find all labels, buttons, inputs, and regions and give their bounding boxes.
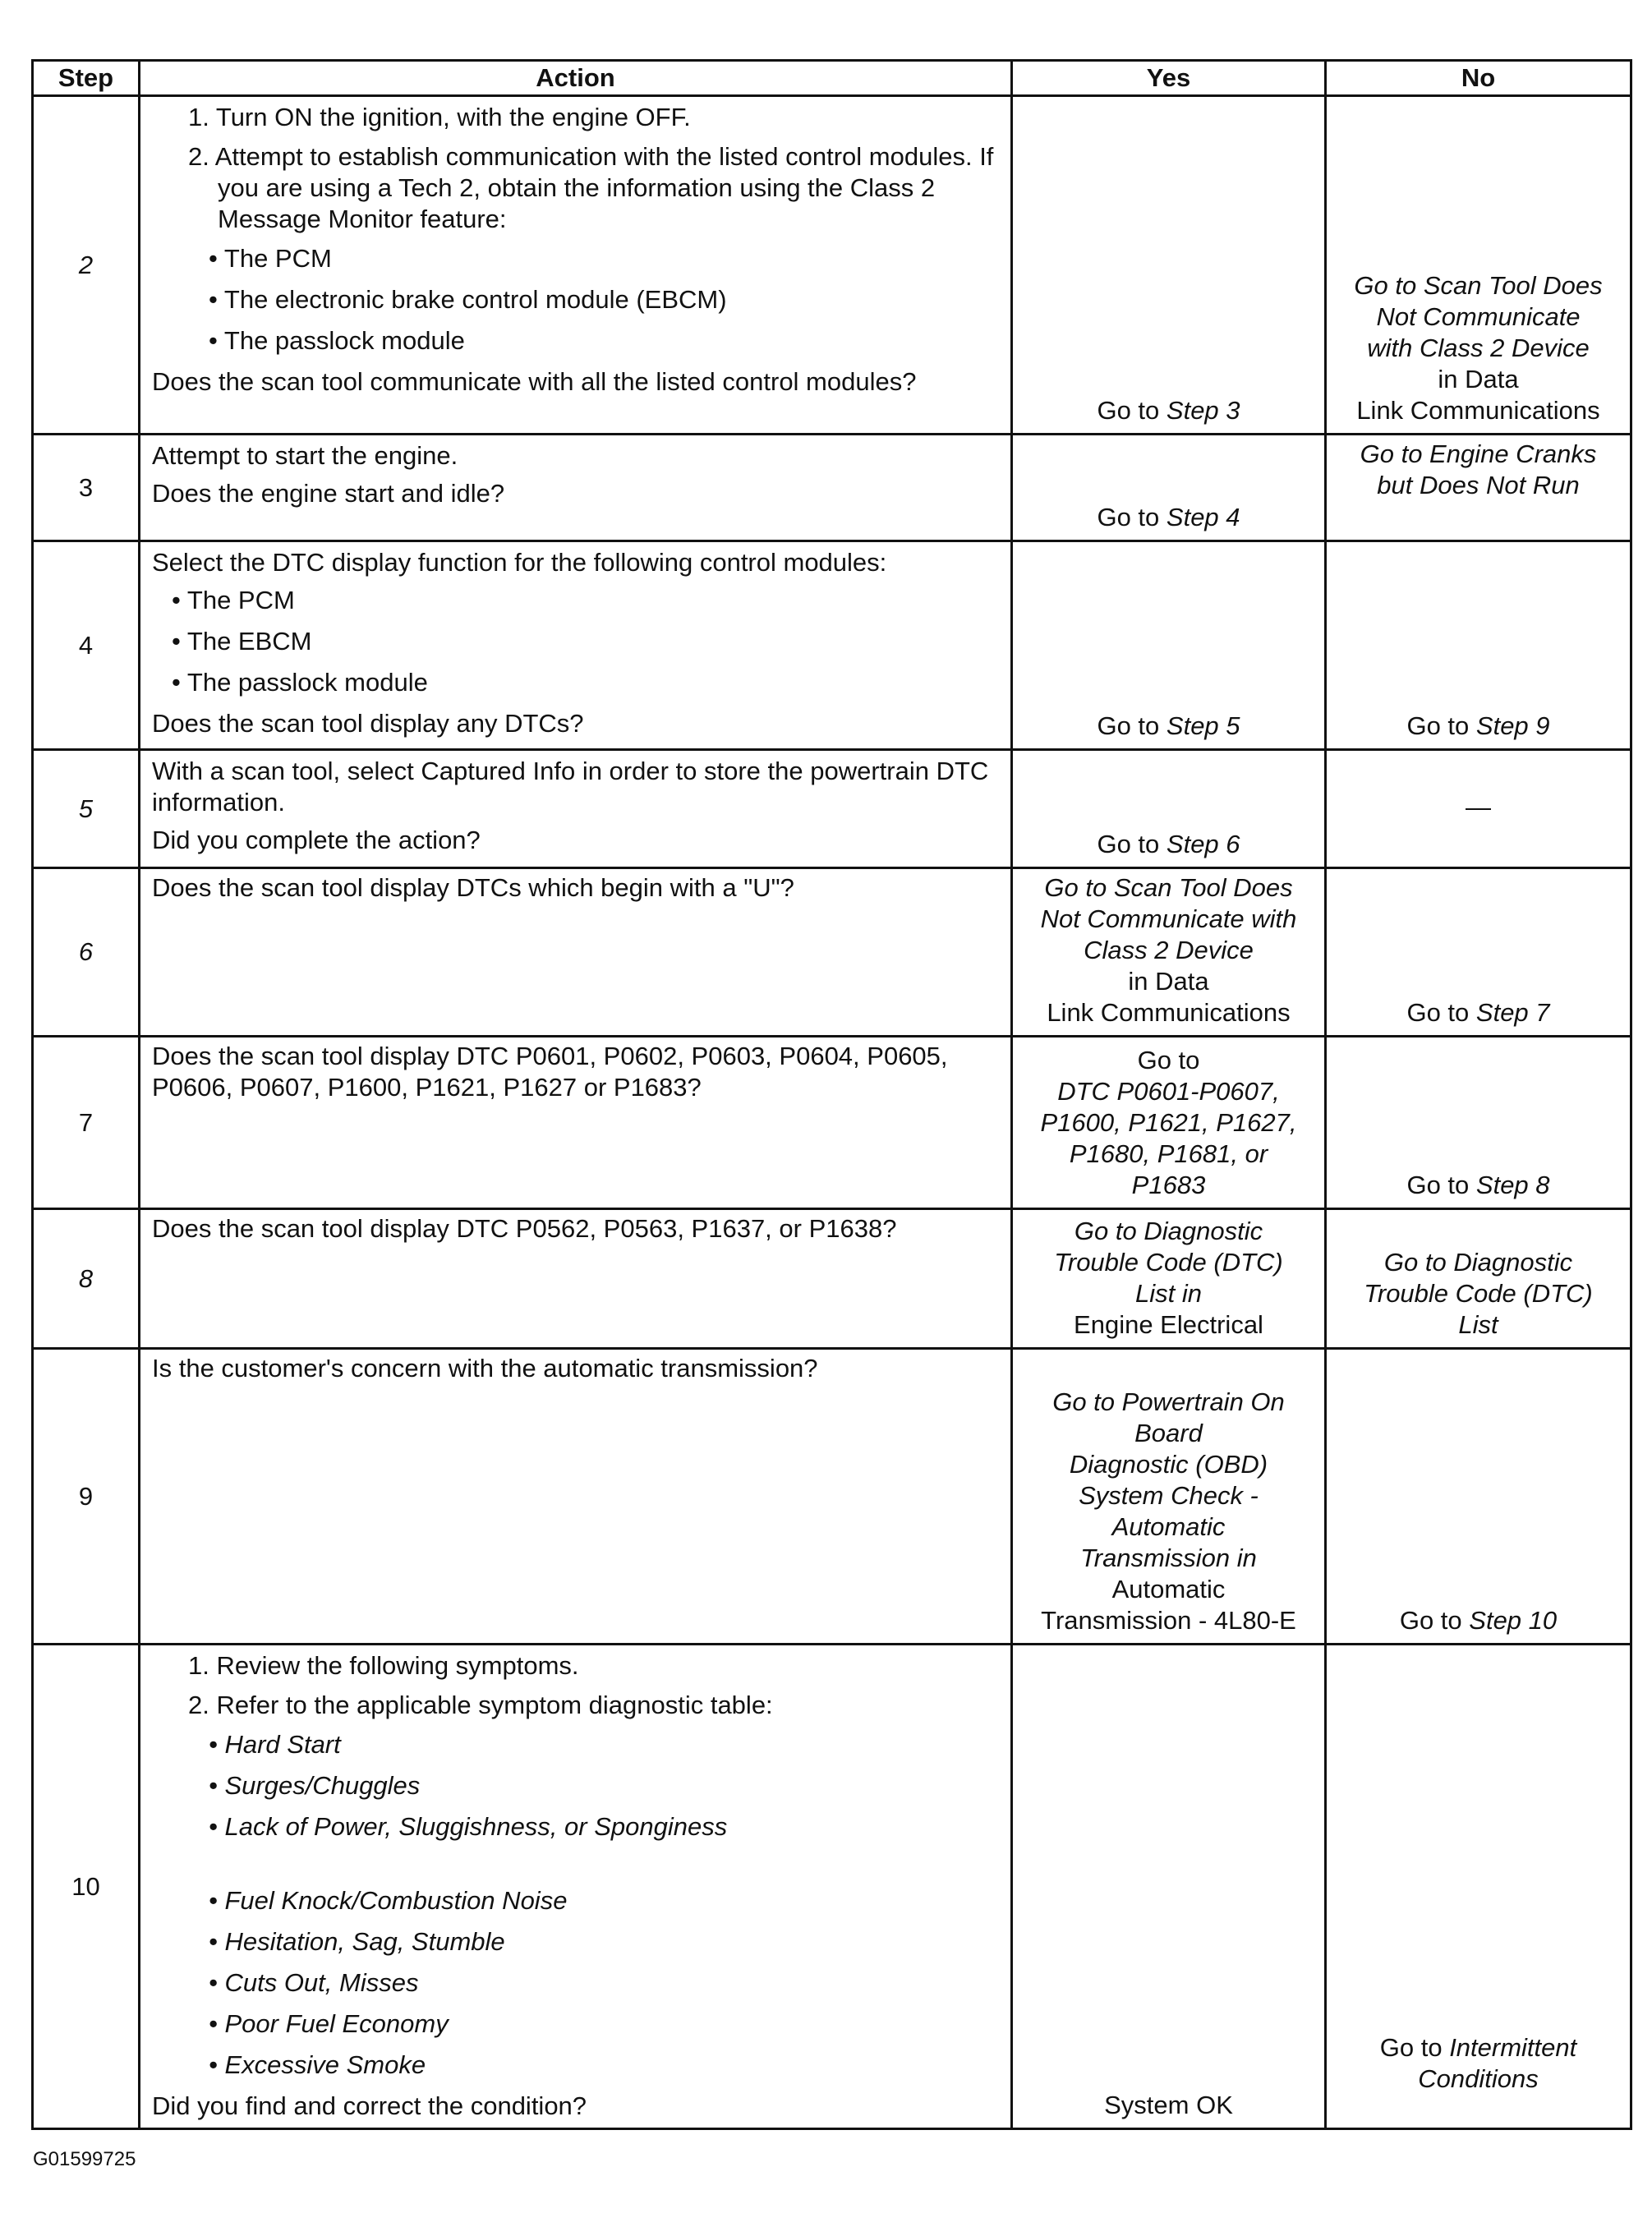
bullet-item: • Fuel Knock/Combustion Noise (209, 1886, 568, 1915)
question-text: Does the scan tool display DTCs which begin with a "U"? (152, 873, 794, 902)
yes-cell: Go to Step 3 (1012, 96, 1326, 435)
bullet-item: • The PCM (172, 586, 295, 614)
action-cell (140, 1037, 1012, 1209)
bullet-item: • Hard Start (209, 1730, 341, 1759)
header-action: Action (140, 61, 1012, 96)
action-cell (140, 868, 1012, 1037)
diagnostic-table (31, 59, 1632, 2130)
table-row (33, 1645, 1631, 2129)
yes-cell: Go to Step 5 (1012, 541, 1326, 750)
step-number: 2 (33, 96, 140, 435)
bullet-item: • Lack of Power, Sluggishness, or Sponginess (209, 1812, 728, 1841)
bullet-item: • Surges/Chuggles (209, 1771, 421, 1800)
step-number: 9 (33, 1349, 140, 1645)
question-text: Is the customer's concern with the automatic transmission? (152, 1354, 818, 1383)
step-number: 4 (33, 541, 140, 750)
question-text: Does the scan tool communicate with all the listed control modules? (152, 367, 917, 396)
no-cell: Go to Intermittent Conditions (1326, 1645, 1631, 2129)
table-row (33, 96, 1631, 435)
step-number: 3 (33, 435, 140, 541)
step-link[interactable]: Step 9 (1475, 711, 1550, 740)
question-text: Did you complete the action? (152, 826, 481, 854)
step-number: 6 (33, 868, 140, 1037)
bullet-item: • Poor Fuel Economy (209, 2009, 449, 2038)
bullet-item: • The electronic brake control module (EBCM) (209, 285, 727, 314)
numbered-item: 2. Attempt to establish communication with the listed control modules. If you are using a Tech 2, obtain the information using the Class 2 Message Monitor feature: (188, 142, 994, 233)
question-text: Does the scan tool display DTC P0601, P0602, P0603, P0604, P0605, P0606, P0607, P1600, P1621, P1627 or P1683? (152, 1042, 948, 1102)
bullet-item: • Cuts Out, Misses (209, 1968, 419, 1997)
step-number: 8 (33, 1209, 140, 1349)
yes-cell: Go to Scan Tool Does Not Communicate with Class 2 Device in Data Link Communications (1012, 868, 1326, 1037)
no-cell: Go to Engine Cranks but Does Not Run (1326, 435, 1631, 541)
question-text: Does the scan tool display any DTCs? (152, 709, 584, 738)
numbered-item: 2. Refer to the applicable symptom diagnostic table: (188, 1691, 773, 1719)
no-cell: — (1326, 750, 1631, 868)
step-link[interactable]: Step 6 (1166, 830, 1240, 858)
table-row (33, 1349, 1631, 1645)
step-number: 10 (33, 1645, 140, 2129)
step-link[interactable]: Step 3 (1166, 396, 1240, 425)
question-text: Does the engine start and idle? (152, 479, 505, 508)
yes-cell: Go to Diagnostic Trouble Code (DTC) List in Engine Electrical (1012, 1209, 1326, 1349)
yes-cell: Go to Step 6 (1012, 750, 1326, 868)
step-link[interactable]: Step 4 (1166, 503, 1240, 531)
numbered-item: 1. Review the following symptoms. (188, 1651, 579, 1680)
table-row (33, 868, 1631, 1037)
table-row (33, 1209, 1631, 1349)
step-link[interactable]: Step 10 (1469, 1606, 1558, 1635)
bullet-item: • The passlock module (209, 326, 465, 355)
action-cell (140, 1645, 1012, 2129)
step-link[interactable]: Step 7 (1475, 998, 1550, 1027)
figure-id: G01599725 (33, 2148, 136, 2170)
yes-cell: Go to Powertrain On Board Diagnostic (OBD) System Check - Automatic Transmission in Automatic Transmission - 4L80-E (1012, 1349, 1326, 1645)
header-row (33, 61, 1631, 96)
action-cell: With a scan tool, select Captured Info in order to store the powertrain DTC information. Did you complete the action? (140, 750, 1012, 868)
no-cell: Go to Step 10 (1326, 1349, 1631, 1645)
yes-cell: System OK (1012, 1645, 1326, 2129)
table-row (33, 435, 1631, 541)
step-link[interactable]: Step 8 (1475, 1171, 1550, 1199)
action-cell (140, 1349, 1012, 1645)
step-link[interactable]: Step 5 (1166, 711, 1240, 740)
step-number: 5 (33, 750, 140, 868)
yes-cell: Go to Step 4 (1012, 435, 1326, 541)
bullet-item: • The PCM (209, 244, 332, 273)
action-cell: Select the DTC display function for the following control modules: • The PCM • The EBCM • The passlock module Does the scan tool display any DTCs? (140, 541, 1012, 750)
question-text: Did you find and correct the condition? (152, 2091, 587, 2120)
question-text: Does the scan tool display DTC P0562, P0563, P1637, or P1638? (152, 1214, 897, 1243)
step-link[interactable]: Intermittent (1449, 2033, 1577, 2062)
no-cell: Go to Diagnostic Trouble Code (DTC) List (1326, 1209, 1631, 1349)
header-step: Step (33, 61, 140, 96)
numbered-item: 1. Turn ON the ignition, with the engine OFF. (188, 103, 691, 131)
bullet-item: • Excessive Smoke (209, 2050, 426, 2079)
header-yes: Yes (1012, 61, 1326, 96)
bullet-item: • Hesitation, Sag, Stumble (209, 1927, 505, 1956)
spacer (152, 1852, 999, 1882)
bullet-item: • The EBCM (172, 627, 312, 656)
yes-cell: Go to DTC P0601-P0607, P1600, P1621, P1627, P1680, P1681, or P1683 (1012, 1037, 1326, 1209)
table-row (33, 1037, 1631, 1209)
bullet-item: • The passlock module (172, 668, 428, 697)
step-number: 7 (33, 1037, 140, 1209)
action-cell (140, 1209, 1012, 1349)
no-cell: Go to Scan Tool Does Not Communicate with Class 2 Device in Data Link Communications (1326, 96, 1631, 435)
header-no: No (1326, 61, 1631, 96)
no-cell: Go to Step 8 (1326, 1037, 1631, 1209)
action-cell: Attempt to start the engine. Does the engine start and idle? (140, 435, 1012, 541)
action-cell (140, 96, 1012, 435)
no-cell: Go to Step 7 (1326, 868, 1631, 1037)
no-cell: Go to Step 9 (1326, 541, 1631, 750)
table-row (33, 750, 1631, 868)
table-row (33, 541, 1631, 750)
